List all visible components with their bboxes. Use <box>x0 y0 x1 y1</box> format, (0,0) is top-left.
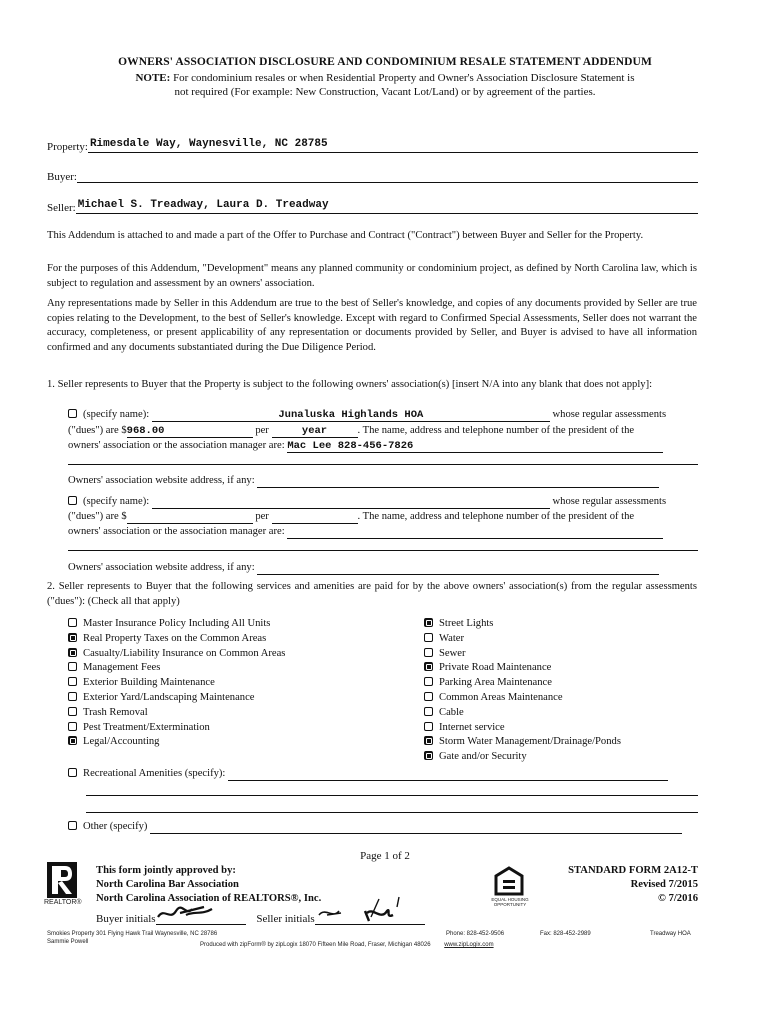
amenity-checkbox[interactable] <box>68 692 77 701</box>
section-2-text: 2. Seller represents to Buyer that the following services and amenities are paid for by the above owners' association(s) from the regular assessments ("dues"): (Check all that apply) <box>47 581 697 607</box>
assoc1-website-row <box>68 474 659 488</box>
assoc2-specify-label: (specify name): <box>83 496 150 507</box>
property-line <box>47 138 698 153</box>
amenity-item[interactable] <box>424 706 621 721</box>
amenity-checkbox[interactable] <box>68 677 77 686</box>
assoc1-per-label: per <box>255 425 269 436</box>
assoc1-checkbox[interactable] <box>68 409 77 418</box>
recreational-label: Recreational Amenities (specify): <box>83 768 226 779</box>
seller-label: Seller: <box>47 202 76 214</box>
document-note <box>60 71 710 99</box>
approval-line-2: North Carolina Bar Association <box>96 879 239 890</box>
amenity-checkbox[interactable] <box>68 618 77 627</box>
assoc1-name-address-text: . The name, address and telephone number of the president of the <box>357 425 635 436</box>
produced-by <box>200 942 494 948</box>
assoc1-name-field[interactable]: Junaluska Highlands HOA <box>152 408 550 422</box>
amenity-label: Management Fees <box>83 662 161 674</box>
assoc1-manager-row <box>68 439 663 453</box>
property-label: Property: <box>47 141 88 153</box>
recreational-field[interactable] <box>228 767 668 781</box>
amenity-item[interactable] <box>68 691 285 706</box>
amenity-item[interactable] <box>424 750 621 765</box>
amenity-label: Casualty/Liability Insurance on Common Areas <box>83 647 286 659</box>
approval-line-1: This form jointly approved by: <box>96 865 236 876</box>
assoc2-name-address-text: . The name, address and telephone number of the president of the <box>357 511 635 522</box>
property-field[interactable]: Rimesdale Way, Waynesville, NC 28785 <box>88 138 698 153</box>
amenity-checkbox[interactable] <box>424 677 433 686</box>
amenity-item[interactable] <box>68 676 285 691</box>
form-info <box>568 864 698 906</box>
assoc1-manager-line-2[interactable] <box>68 464 698 465</box>
amenity-checkbox[interactable] <box>424 662 433 671</box>
paragraph-representations: Any representations made by Seller in this Addendum are true to the best of Seller's knowledge, and copies of any documents provided by Seller are true copies relating to the Development, to the best of Seller's knowledge. Except with regard to Confirmed Special Assessments, Seller does not warrant the accuracy, completeness, or present applicability of any representation or documents provided by Seller, and Buyer is advised to have all information confirmed and any documents substantiated during the Due Diligence Period. <box>47 298 697 353</box>
assoc1-website-label: Owners' association website address, if any: <box>68 475 255 486</box>
amenity-item[interactable] <box>424 676 621 691</box>
amenity-checkbox[interactable] <box>68 736 77 745</box>
initials-row <box>96 911 425 925</box>
paragraph-development: For the purposes of this Addendum, "Development" means any planned community or condominium project, as defined by North Carolina law, which is subject to regulation and assessment by an owners' association. <box>47 263 697 289</box>
amenity-label: Internet service <box>439 721 505 733</box>
amenity-label: Gate and/or Security <box>439 751 527 763</box>
amenity-label: Street Lights <box>439 618 494 629</box>
amenities-right-column <box>424 617 621 765</box>
approval-block <box>96 864 321 906</box>
assoc1-website-field[interactable] <box>257 474 659 488</box>
amenity-label: Private Road Maintenance <box>439 662 552 674</box>
amenity-item[interactable] <box>68 632 285 647</box>
amenity-label: Real Property Taxes on the Common Areas <box>83 632 267 644</box>
assoc1-dues-row <box>68 424 634 438</box>
seller-field[interactable]: Michael S. Treadway, Laura D. Treadway <box>76 199 698 214</box>
assoc1-manager-label: owners' association or the association manager are: <box>68 440 285 451</box>
assoc1-whose-text: whose regular assessments <box>552 409 667 420</box>
amenity-checkbox[interactable] <box>424 736 433 745</box>
other-checkbox[interactable] <box>68 821 77 830</box>
office-fax: Fax: 828-452-2989 <box>540 931 591 937</box>
amenity-label: Exterior Yard/Landscaping Maintenance <box>83 691 255 703</box>
note-label: NOTE: <box>135 72 171 84</box>
buyer-initials-label: Buyer initials <box>96 913 156 925</box>
form-revised: Revised 7/2015 <box>630 879 698 890</box>
amenity-label: Water <box>439 632 465 644</box>
note-text-2: not required (For example: New Construction, Vacant Lot/Land) or by agreement of the parties. <box>174 86 596 98</box>
amenity-label: Trash Removal <box>83 706 148 718</box>
assoc2-checkbox[interactable] <box>68 496 77 505</box>
amenity-item[interactable] <box>68 721 285 736</box>
amenity-checkbox[interactable] <box>68 722 77 731</box>
amenity-item[interactable] <box>68 617 285 632</box>
amenity-checkbox[interactable] <box>424 707 433 716</box>
produced-text: Produced with zipForm® by zipLogix 18070 Fifteen Mile Road, Fraser, Michigan 48026 <box>200 942 431 948</box>
assoc2-website-field[interactable] <box>257 561 659 575</box>
assoc2-manager-field[interactable] <box>287 525 663 539</box>
assoc1-dues-field[interactable]: 968.00 <box>127 424 253 438</box>
assoc2-website-row <box>68 561 659 575</box>
amenity-checkbox[interactable] <box>424 648 433 657</box>
amenity-item[interactable] <box>68 661 285 676</box>
amenity-checkbox[interactable] <box>68 648 77 657</box>
assoc2-per-label: per <box>255 511 269 522</box>
amenity-checkbox[interactable] <box>68 662 77 671</box>
amenity-item[interactable] <box>424 617 621 632</box>
amenity-checkbox[interactable] <box>424 722 433 731</box>
other-field[interactable] <box>150 820 682 834</box>
amenity-checkbox[interactable] <box>424 692 433 701</box>
buyer-field[interactable] <box>77 168 698 183</box>
realtor-mark: REALTOR® <box>44 899 82 906</box>
amenity-label: Cable <box>439 706 464 718</box>
document-title: OWNERS' ASSOCIATION DISCLOSURE AND CONDOMINIUM RESALE STATEMENT ADDENDUM <box>118 56 652 68</box>
assoc2-dues-row <box>68 510 634 524</box>
assoc2-dues-label: ("dues") are $ <box>68 511 127 522</box>
amenity-label: Exterior Building Maintenance <box>83 677 215 689</box>
amenity-item[interactable] <box>68 735 285 750</box>
buyer-label: Buyer: <box>47 171 77 183</box>
approval-line-3: North Carolina Association of REALTORS®, Inc. <box>96 893 322 904</box>
agent-name: Sammie Powell <box>47 939 89 945</box>
file-name: Treadway HOA <box>650 931 691 937</box>
form-copyright: © 7/2016 <box>658 893 698 904</box>
office-address: Smokies Property 301 Flying Hawk Trail Waynesville, NC 28786 <box>47 931 218 937</box>
equal-housing-text: EQUAL HOUSING OPPORTUNITY <box>491 897 529 907</box>
amenity-item[interactable] <box>424 647 621 662</box>
assoc2-website-label: Owners' association website address, if any: <box>68 562 255 573</box>
assoc2-dues-field[interactable] <box>127 510 253 524</box>
assoc1-dues-label: ("dues") are $ <box>68 425 127 436</box>
buyer-initials-field[interactable] <box>156 911 246 925</box>
assoc2-per-field[interactable] <box>272 510 358 524</box>
ziplogix-link[interactable]: www.zipLogix.com <box>444 942 494 948</box>
amenity-label: Storm Water Management/Drainage/Ponds <box>439 736 621 748</box>
amenity-label: Parking Area Maintenance <box>439 677 552 689</box>
amenity-checkbox[interactable] <box>68 633 77 642</box>
note-text-1: For condominium resales or when Residential Property and Owner's Association Disclosure Statement is <box>170 72 635 84</box>
amenity-label: Pest Treatment/Extermination <box>83 721 210 733</box>
amenity-item[interactable] <box>68 706 285 721</box>
recreational-line-2[interactable] <box>86 795 698 796</box>
recreational-checkbox[interactable] <box>68 768 77 777</box>
other-row <box>68 820 682 834</box>
amenity-checkbox[interactable] <box>424 618 433 627</box>
assoc2-name-field[interactable] <box>152 495 550 509</box>
assoc2-whose-text: whose regular assessments <box>552 496 667 507</box>
buyer-initials-signature <box>156 903 216 923</box>
recreational-row <box>68 767 668 781</box>
paragraph-addendum: This Addendum is attached to and made a part of the Offer to Purchase and Contract ("Contract") between Buyer and Seller for the Property. <box>47 230 644 241</box>
seller-initials-label: Seller initials <box>256 913 315 925</box>
amenity-item[interactable] <box>424 661 621 676</box>
office-phone: Phone: 828-452-9506 <box>446 931 505 937</box>
amenity-label: Sewer <box>439 647 466 659</box>
buyer-line <box>47 168 698 183</box>
assoc1-name-row <box>68 408 666 422</box>
assoc2-manager-line-2[interactable] <box>68 550 698 551</box>
page-number: Page 1 of 2 <box>360 850 410 862</box>
assoc1-per-field[interactable]: year <box>272 424 358 438</box>
recreational-line-3[interactable] <box>86 812 698 813</box>
form-name: STANDARD FORM 2A12-T <box>568 865 698 876</box>
seller-initials-field[interactable] <box>315 911 425 925</box>
amenity-item[interactable] <box>424 632 621 647</box>
amenities-left-column <box>68 617 285 750</box>
seller-initials-signature <box>315 895 425 925</box>
amenity-label: Master Insurance Policy Including All Units <box>83 618 271 629</box>
amenity-checkbox[interactable] <box>68 707 77 716</box>
amenity-item[interactable] <box>424 721 621 736</box>
section-1-text: 1. Seller represents to Buyer that the Property is subject to the following owners' association(s) [insert N/A into any blank that does not apply]: <box>47 379 653 390</box>
assoc2-name-row <box>68 495 666 509</box>
amenity-item[interactable] <box>424 735 621 750</box>
assoc2-manager-row <box>68 525 663 539</box>
assoc1-specify-label: (specify name): <box>83 409 150 420</box>
amenity-item[interactable] <box>68 647 285 662</box>
seller-line <box>47 199 698 214</box>
other-label: Other (specify) <box>83 821 148 832</box>
amenity-checkbox[interactable] <box>424 751 433 760</box>
amenity-label: Common Areas Maintenance <box>439 691 563 703</box>
amenity-label: Legal/Accounting <box>83 736 160 748</box>
amenity-checkbox[interactable] <box>424 633 433 642</box>
assoc2-manager-label: owners' association or the association manager are: <box>68 526 285 537</box>
assoc1-manager-field[interactable]: Mac Lee 828-456-7826 <box>287 439 663 453</box>
amenity-item[interactable] <box>424 691 621 706</box>
